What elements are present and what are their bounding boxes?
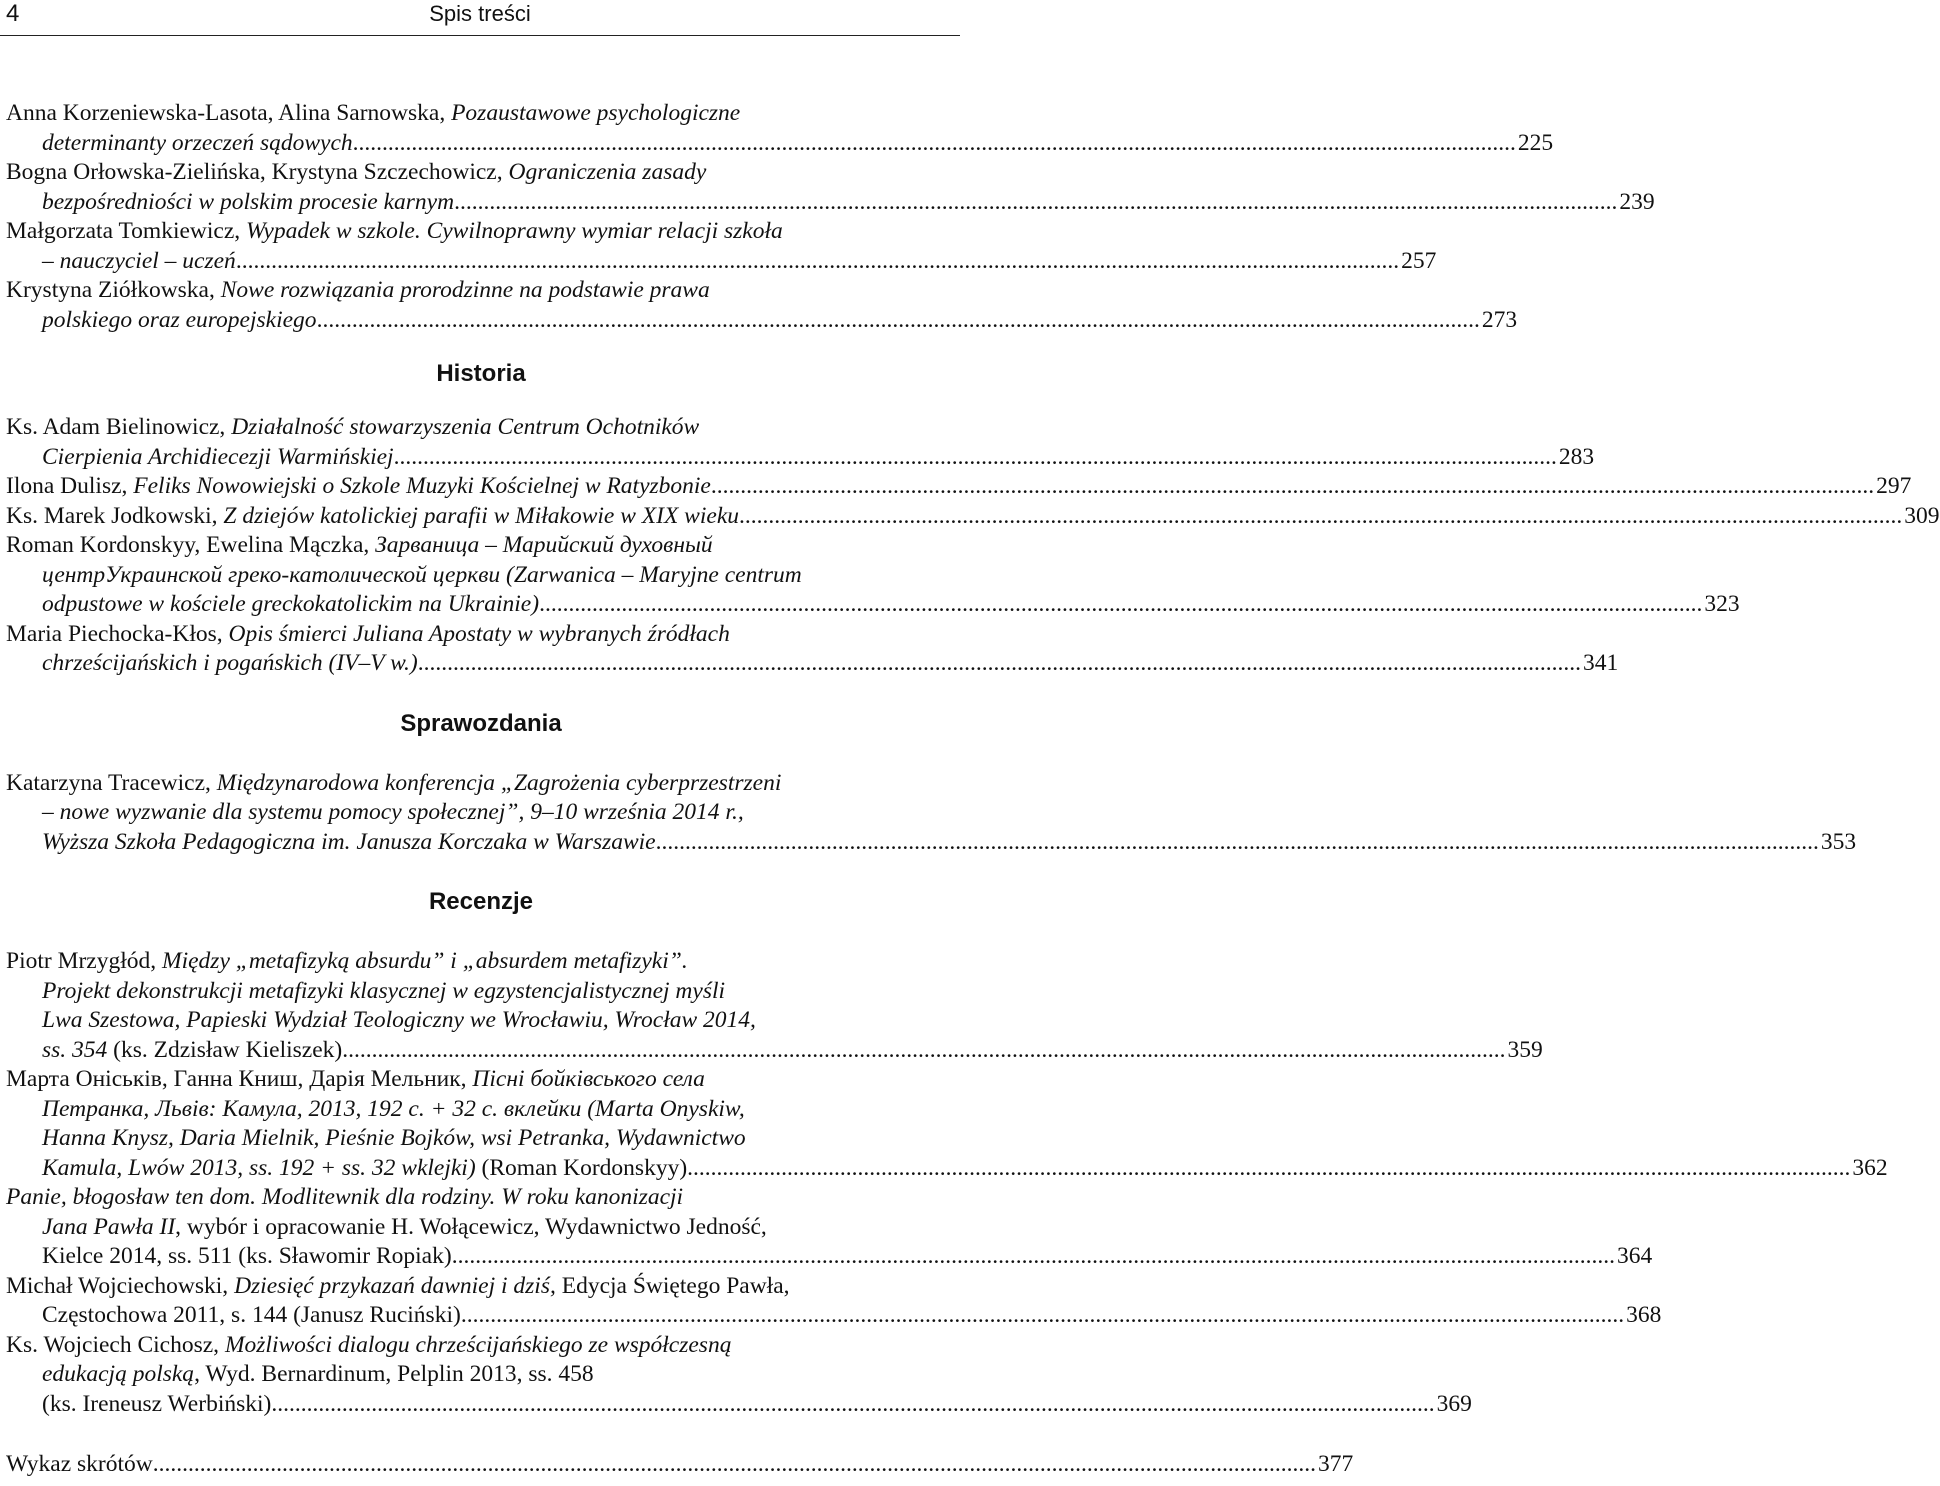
- toc-entry-line: [6, 649, 1619, 679]
- toc-entry-line: [6, 590, 1740, 620]
- dot-leader: [271, 1390, 1434, 1420]
- toc-text-line: [6, 977, 956, 1007]
- entry-author-text: Ks. Adam Bielinowicz,: [6, 414, 232, 440]
- dot-leader: [687, 1154, 1850, 1184]
- entry-title-italic: Projekt dekonstrukcji metafizyki klasycznej w egzystencjalistycznej myśli: [42, 977, 726, 1004]
- entry-author-text: Ks. Marek Jodkowski,: [6, 502, 224, 529]
- entry-text: [42, 1096, 745, 1122]
- entry-title-italic: bezpośredniości w polskim procesie karnym: [42, 188, 455, 215]
- entry-title-italic: Cierpienia Archidiecezji Warmińskiej: [42, 443, 394, 470]
- entry-text: [6, 277, 710, 303]
- page-header: [0, 0, 960, 32]
- entry-title-italic: Z dziejów katolickiej parafii w Miłakowie w XIX wieku: [223, 502, 739, 529]
- dot-leader: [153, 1450, 1316, 1480]
- entry-author-text: Марта Онiськiв, Ганна Книш, Дарiя Мельник,: [6, 1066, 473, 1092]
- entry-text: [6, 1273, 790, 1299]
- entry-author-text: Katarzyna Tracewicz,: [6, 769, 217, 796]
- entry-text: [6, 770, 781, 796]
- dot-leader: [342, 1036, 1505, 1066]
- toc-entry-line: [6, 443, 1595, 473]
- dot-leader: [711, 472, 1874, 502]
- dot-leader: [539, 590, 1702, 620]
- page-ref: 297: [1876, 473, 1912, 499]
- page-number: 4: [6, 0, 20, 27]
- toc-text-line: [6, 769, 956, 799]
- toc-text-line: [6, 1006, 956, 1036]
- dot-leader: [461, 1301, 1624, 1331]
- entry-author-text: , Wyd. Bernardinum, Pelplin 2013, ss. 458: [194, 1361, 594, 1387]
- entry-text: [42, 1242, 452, 1272]
- toc-text-line: [6, 276, 956, 306]
- entry-text: [6, 414, 699, 440]
- toc-text-line: [6, 158, 956, 188]
- entry-title-italic: Pozaustawowe psychologiczne: [451, 100, 741, 126]
- page-ref: 257: [1401, 247, 1437, 274]
- entry-text: [42, 1007, 756, 1033]
- entry-title-italic: Пiснi бойкiвського села: [472, 1066, 705, 1092]
- entry-title-italic: Hanna Knysz, Daria Mielnik, Pieśnie Bojków, wsi Petranka, Wydawnictwo: [42, 1125, 746, 1151]
- page-ref: 369: [1436, 1390, 1472, 1417]
- page-ref: 273: [1481, 306, 1518, 333]
- entry-author-text: , wybór i opracowanie H. Wołącewicz, Wydawnictwo Jedność,: [175, 1213, 767, 1240]
- entry-title-italic: Wyższa Szkoła Pedagogiczna im. Janusza Korczaka w Warszawie: [42, 828, 656, 855]
- entry-title-italic: Możliwości dialogu chrześcijańskiego ze współczesną: [224, 1331, 732, 1358]
- entry-text: [42, 188, 454, 218]
- entry-author-text: (ks. Zdzisław Kieliszek): [107, 1036, 343, 1063]
- entry-title-italic: Wypadek w szkole. Cywilnoprawny wymiar relacji szkoła: [246, 218, 783, 244]
- toc-text-line: [6, 1360, 956, 1390]
- dot-leader: [739, 502, 1902, 532]
- toc-text-line: [6, 798, 956, 828]
- entry-author-text: Częstochowa 2011, s. 144 (Janusz Ruciński): [42, 1302, 461, 1328]
- toc-text-line: [6, 531, 956, 561]
- toc-entry-line: [6, 1301, 1662, 1331]
- entry-text: [42, 649, 418, 679]
- entry-author-text: Piotr Mrzygłód,: [6, 948, 163, 974]
- entry-text: [6, 1184, 683, 1210]
- section-heading: Recenzje: [428, 888, 534, 915]
- entry-title-italic: Nowe rozwiązania prorodzinne na podstawie prawa: [220, 277, 710, 303]
- entry-text: [42, 562, 802, 588]
- page-ref: 353: [1820, 828, 1857, 855]
- entry-text: [42, 1301, 461, 1331]
- entry-text: [6, 218, 783, 244]
- toc-entry-line: [6, 1154, 1888, 1184]
- entry-author-text: Maria Piechocka-Kłos,: [6, 620, 229, 647]
- entry-text: [6, 100, 740, 126]
- entry-text: [6, 532, 713, 558]
- running-title: Spis treści: [429, 1, 531, 26]
- toc-text-line: [6, 561, 956, 591]
- entry-text: [6, 472, 711, 502]
- entry-text: [42, 978, 725, 1004]
- entry-text: [6, 1450, 153, 1480]
- entry-title-italic: Петранка, Львiв: Камула, 2013, 192 с. + 32 с. вклейки (Marta Onyskiw,: [42, 1095, 745, 1122]
- entry-author-text: Anna Korzeniewska-Lasota, Alina Sarnowska,: [6, 100, 452, 126]
- toc-entry-line: [6, 1036, 1543, 1066]
- toc-text-line: [6, 1183, 956, 1213]
- entry-text: [42, 443, 394, 473]
- toc-entry-line: [6, 472, 1912, 502]
- page-ref: 323: [1704, 591, 1740, 617]
- entry-text: [6, 621, 730, 647]
- toc-entry-line: [6, 188, 1655, 218]
- toc-text-line: [6, 1272, 956, 1302]
- toc-entry-line: [6, 502, 1940, 532]
- section-heading: Historia: [436, 360, 526, 387]
- page-ref: 283: [1558, 443, 1595, 470]
- page-ref: 225: [1517, 129, 1554, 156]
- entry-text: [6, 1066, 705, 1092]
- entry-author-text: (ks. Ireneusz Werbiński): [42, 1390, 272, 1417]
- toc-text-line: [6, 1095, 956, 1125]
- entry-author-text: Ks. Wojciech Cichosz,: [6, 1331, 225, 1358]
- entry-author-text: Michał Wojciechowski,: [6, 1272, 235, 1299]
- entry-title-italic: chrześcijańskich i pogańskich (IV–V w.): [42, 650, 418, 676]
- entry-text: [42, 1125, 746, 1151]
- entry-title-italic: Jana Pawła II: [42, 1213, 176, 1240]
- dot-leader: [394, 443, 1557, 473]
- entry-text: [42, 129, 353, 159]
- entry-title-italic: Międzynarodowa konferencja „Zagrożenia cyberprzestrzeni: [216, 769, 782, 796]
- dot-leader: [656, 828, 1819, 858]
- entry-title-italic: Opis śmierci Juliana Apostaty w wybranych źródłach: [228, 620, 730, 647]
- toc-text-line: [6, 947, 956, 977]
- toc-text-line: [6, 217, 956, 247]
- entry-author-text: Roman Kordonskyy, Ewelina Mączka,: [6, 532, 376, 558]
- entry-text: [42, 1214, 767, 1240]
- dot-leader: [452, 1242, 1615, 1272]
- entry-text: [42, 1361, 594, 1387]
- entry-title-italic: ss. 354: [42, 1036, 108, 1063]
- entry-text: [6, 1332, 731, 1358]
- toc-text-line: [6, 1213, 956, 1243]
- entry-text: [42, 1036, 342, 1066]
- entry-title-italic: центрУкраинской греко-католической церкви (Zarwanica – Maryjne centrum: [42, 561, 802, 588]
- toc-text-line: [6, 1124, 956, 1154]
- toc-text-line: [6, 99, 956, 129]
- entry-title-italic: – nauczyciel – uczeń: [42, 247, 236, 274]
- section-heading: Sprawozdania: [400, 709, 562, 737]
- page-ref: 362: [1852, 1154, 1888, 1181]
- toc-entry-line: [6, 129, 1554, 159]
- entry-author-text: Wykaz skrótów: [6, 1451, 153, 1477]
- entry-text: [42, 828, 656, 858]
- table-of-contents: [6, 99, 1940, 1480]
- dot-leader: [236, 247, 1399, 277]
- entry-title-italic: Między „metafizyką absurdu” i „absurdem metafizyki”.: [162, 948, 688, 974]
- entry-title-italic: odpustowe w kościele greckokatolickim na Ukrainie): [42, 591, 540, 617]
- entry-title-italic: – nowe wyzwanie dla systemu pomocy społecznej”, 9–10 września 2014 r.,: [42, 799, 744, 825]
- entry-text: [42, 247, 236, 277]
- toc-entry-line: [6, 247, 1437, 277]
- dot-leader: [418, 649, 1581, 679]
- entry-title-italic: edukacją polską: [42, 1361, 195, 1387]
- entry-author-text: Małgorzata Tomkiewicz,: [6, 218, 247, 244]
- page-ref: 341: [1582, 650, 1619, 676]
- entry-title-italic: Feliks Nowowiejski o Szkole Muzyki Kościelnej w Ratyzbonie: [133, 473, 711, 499]
- entry-author-text: (Roman Kordonskyy): [475, 1154, 688, 1181]
- toc-text-line: [6, 1331, 956, 1361]
- entry-title-italic: Panie, błogosław ten dom. Modlitewnik dla rodziny. W roku kanonizacji: [6, 1184, 684, 1210]
- toc-entry-line: [6, 1242, 1653, 1272]
- entry-author-text: Kielce 2014, ss. 511 (ks. Sławomir Ropiak): [42, 1243, 452, 1269]
- toc-text-line: [6, 1065, 956, 1095]
- entry-author-text: Bogna Orłowska-Zielińska, Krystyna Szczechowicz,: [6, 159, 509, 185]
- entry-title-italic: Dziesięć przykazań dawniej i dziś,: [234, 1272, 556, 1299]
- entry-title-italic: Lwa Szestowa, Papieski Wydział Teologiczny we Wrocławiu, Wrocław 2014,: [42, 1007, 756, 1033]
- entry-author-text: Edycja Świętego Pawła,: [555, 1272, 790, 1299]
- page-ref: 377: [1317, 1451, 1354, 1477]
- dot-leader: [317, 306, 1480, 336]
- entry-title-italic: Działalność stowarzyszenia Centrum Ochotników: [231, 414, 700, 440]
- page-ref: 239: [1619, 188, 1655, 215]
- page-ref: 359: [1507, 1036, 1543, 1063]
- entry-text: [42, 1390, 271, 1420]
- dot-leader: [454, 188, 1617, 218]
- entry-text: [6, 948, 688, 974]
- toc-entry-line: [6, 1450, 1354, 1480]
- entry-author-text: Ilona Dulisz,: [6, 473, 134, 499]
- dot-leader: [353, 129, 1516, 159]
- entry-title-italic: Зарваница – Марийский духовный: [375, 532, 713, 558]
- toc-text-line: [6, 620, 956, 650]
- entry-text: [42, 590, 539, 620]
- entry-title-italic: Kamula, Lwów 2013, ss. 192 + ss. 32 wklejki): [42, 1154, 476, 1181]
- entry-text: [6, 159, 706, 185]
- entry-title-italic: Ograniczenia zasady: [508, 159, 707, 185]
- toc-entry-line: [6, 1390, 1472, 1420]
- page-ref: 368: [1626, 1302, 1662, 1328]
- header-rule: [0, 35, 960, 36]
- toc-text-line: [6, 413, 956, 443]
- toc-entry-line: [6, 828, 1857, 858]
- entry-title-italic: polskiego oraz europejskiego: [42, 306, 317, 333]
- entry-text: [6, 502, 739, 532]
- page-ref: 364: [1616, 1243, 1653, 1269]
- toc-entry-line: [6, 306, 1518, 336]
- spacer: [6, 1419, 956, 1450]
- entry-text: [42, 1154, 687, 1184]
- entry-text: [42, 306, 317, 336]
- entry-author-text: Krystyna Ziółkowska,: [6, 277, 221, 303]
- entry-title-italic: determinanty orzeczeń sądowych: [42, 129, 353, 156]
- page-ref: 309: [1904, 502, 1940, 529]
- entry-text: [42, 799, 744, 825]
